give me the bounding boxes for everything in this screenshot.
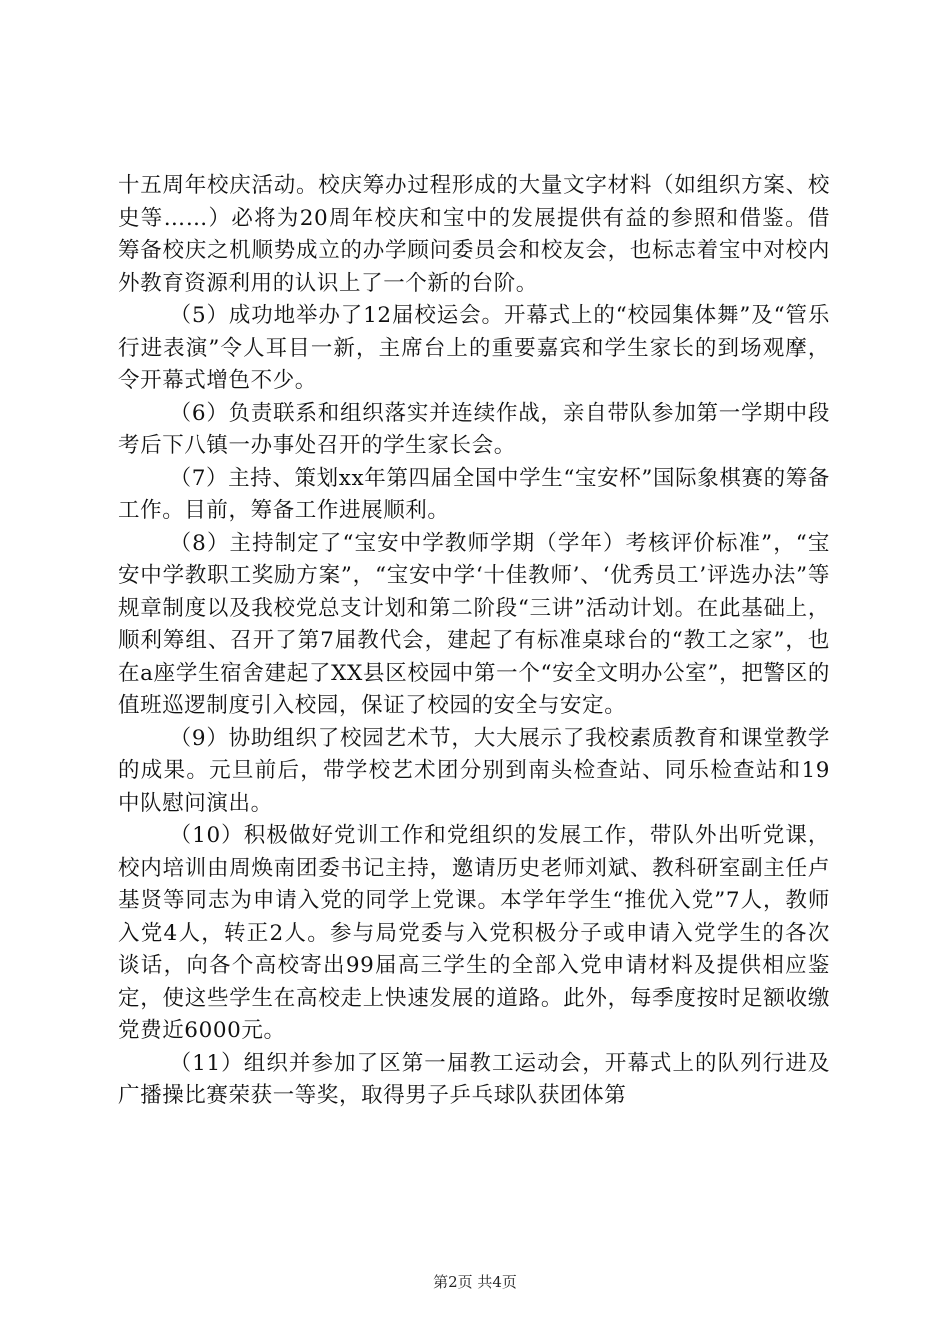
paragraph-item-7: （7）主持、策划xx年第四届全国中学生“宝安杯”国际象棋赛的筹备工作。目前，筹备工作进展顺利。 <box>118 465 830 523</box>
paragraph-item-10: （10）积极做好党训工作和党组织的发展工作，带队外出听党课，校内培训由周焕南团委书记主持，邀请历史老师刘斌、教科研室副主任卢基贤等同志为申请入党的同学上党课。本学年学生“推优入党”7人，教师入党4人，转正2人。参与局党委与入党积极分子或申请入党学生的各次谈话，向各个高校寄出99届高三学生的全部入党申请材料及提供相应鉴定，使这些学生在高校走上快速发展的道路。此外，每季度按时足额收缴党费近6000元。 <box>118 823 830 1043</box>
page-number-footer: 第2页 共4页 <box>433 1273 517 1291</box>
document-body <box>118 170 830 1113</box>
paragraph-item-9: （9）协助组织了校园艺术节，大大展示了我校素质教育和课堂教学的成果。元旦前后，带学校艺术团分别到南头检查站、同乐检查站和19中队慰问演出。 <box>118 725 830 816</box>
paragraph-continuation: 十五周年校庆活动。校庆筹办过程形成的大量文字材料（如组织方案、校史等……）必将为20周年校庆和宝中的发展提供有益的参照和借鉴。借筹备校庆之机顺势成立的办学顾问委员会和校友会，也标志着宝中对校内外教育资源利用的认识上了一个新的台阶。 <box>118 173 830 296</box>
paragraph-item-11: （11）组织并参加了区第一届教工运动会，开幕式上的队列行进及广播操比赛荣获一等奖，取得男子乒乓球队获团体第 <box>118 1050 830 1108</box>
paragraph-item-8: （8）主持制定了“宝安中学教师学期（学年）考核评价标准”，“宝安中学教职工奖励方案”，“宝安中学‘十佳教师’、‘优秀员工’评选办法”等规章制度以及我校党总支计划和第二阶段“三讲”活动计划。在此基础上，顺利筹组、召开了第7届教代会，建起了有标准桌球台的“教工之家”，也在a座学生宿舍建起了XX县区校园中第一个“安全文明办公室”，把警区的值班巡逻制度引入校园，保证了校园的安全与安定。 <box>118 530 830 718</box>
paragraph-item-6: （6）负责联系和组织落实并连续作战，亲自带队参加第一学期中段考后下八镇一办事处召开的学生家长会。 <box>118 400 830 458</box>
paragraph-item-5: （5）成功地举办了12届校运会。开幕式上的“校园集体舞”及“管乐行进表演”令人耳目一新，主席台上的重要嘉宾和学生家长的到场观摩，令开幕式增色不少。 <box>118 303 830 393</box>
